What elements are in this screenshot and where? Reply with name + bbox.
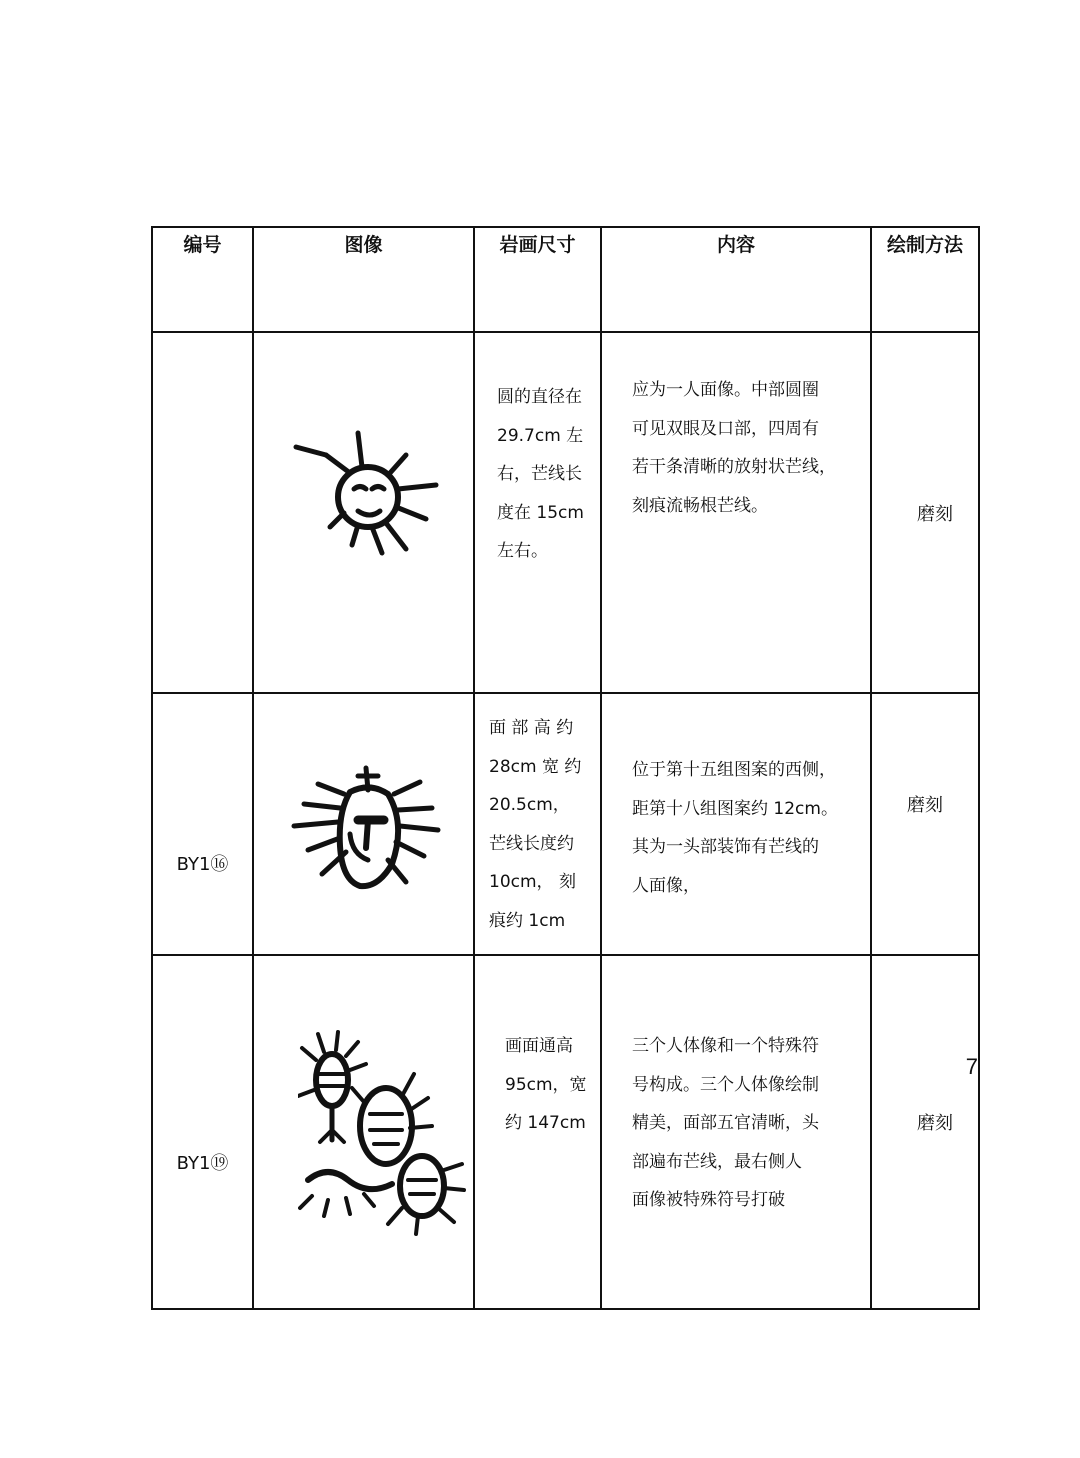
row-size: 面 部 高 约 28cm 宽 约 20.5cm， 芒线长度约 10cm， 刻 痕约 1cm xyxy=(474,693,601,955)
row-content: 位于第十五组图案的西侧， 距第十八组图案约 12cm。 其为一头部装饰有芒线的 人面像， xyxy=(601,693,871,955)
header-image: 图像 xyxy=(253,227,474,332)
row-size: 画面通高 95cm，宽 约 147cm xyxy=(474,955,601,1309)
three-faces-petroglyph-icon xyxy=(298,1030,468,1240)
row-size: 圆的直径在 29.7cm 左 右，芒线长 度在 15cm 左右。 xyxy=(474,332,601,693)
table-row xyxy=(152,332,979,693)
header-method: 绘制方法 xyxy=(871,227,979,332)
row-method: 磨刻 xyxy=(871,693,979,955)
row-id: BY1⑲ xyxy=(152,955,253,1309)
row-content: 应为一人面像。中部圆圈 可见双眼及口部，四周有 若干条清晰的放射状芒线， 刻痕流畅根芒线。 xyxy=(601,332,871,693)
petroglyph-table xyxy=(151,226,980,1310)
row-image xyxy=(253,332,474,693)
rayed-face-petroglyph-icon xyxy=(288,764,448,904)
header-content: 内容 xyxy=(601,227,871,332)
table-row xyxy=(152,955,979,1309)
table-row xyxy=(152,693,979,955)
page-number: 7 xyxy=(965,1054,978,1079)
row-id: BY1⑯ xyxy=(152,693,253,955)
header-id: 编号 xyxy=(152,227,253,332)
row-method: 磨刻 xyxy=(871,955,979,1309)
row-image xyxy=(253,955,474,1309)
sun-face-petroglyph-icon xyxy=(286,427,446,557)
table-header-row xyxy=(152,227,979,332)
header-size: 岩画尺寸 xyxy=(474,227,601,332)
row-id xyxy=(152,332,253,693)
row-content: 三个人体像和一个特殊符 号构成。三个人体像绘制 精美，面部五官清晰，头 部遍布芒线，最右侧人 面像被特殊符号打破 xyxy=(601,955,871,1309)
row-image xyxy=(253,693,474,955)
row-method: 磨刻 xyxy=(871,332,979,693)
